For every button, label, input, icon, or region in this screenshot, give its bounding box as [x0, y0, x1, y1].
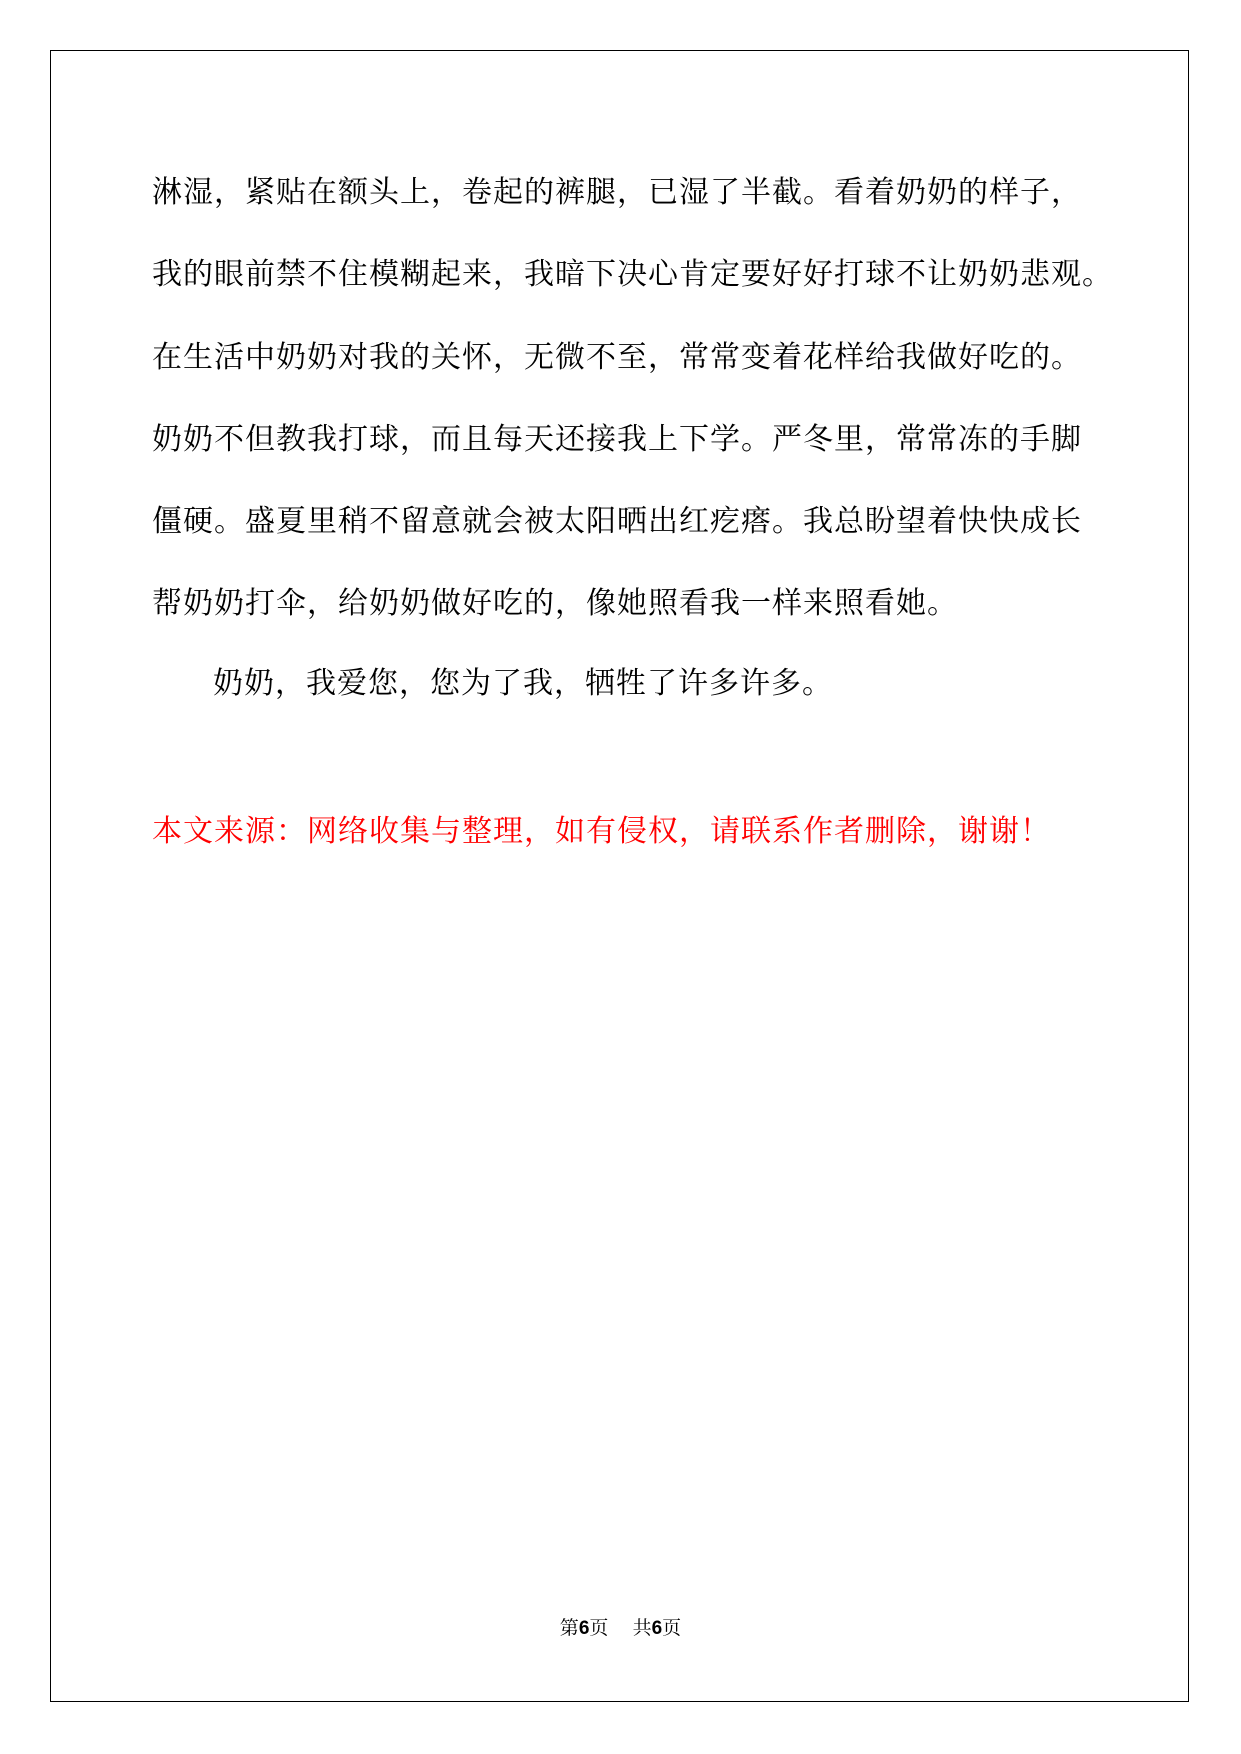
footer-page-suffix: 页	[589, 1617, 609, 1639]
footer-prefix: 第	[559, 1617, 579, 1639]
body-line-6: 帮奶奶打伞，给奶奶做好吃的，像她照看我一样来照看她。	[152, 586, 958, 621]
footer-page-number: 6	[578, 1618, 590, 1639]
body-line-1: 淋湿，紧贴在额头上，卷起的裤腿，已湿了半截。看着奶奶的样子，	[152, 175, 1082, 210]
body-line-2: 我的眼前禁不住模糊起来，我暗下决心肯定要好好打球不让奶奶悲观。	[152, 257, 1113, 292]
page-border	[50, 50, 1189, 1702]
footer-total-pages: 6	[651, 1618, 663, 1639]
source-note: 本文来源：网络收集与整理，如有侵权，请联系作者删除，谢谢！	[152, 814, 1051, 849]
body-line-5: 僵硬。盛夏里稍不留意就会被太阳晒出红疙瘩。我总盼望着快快成长	[152, 504, 1082, 539]
body-line-3: 在生活中奶奶对我的关怀，无微不至，常常变着花样给我做好吃的。	[152, 340, 1082, 375]
closing-paragraph: 奶奶，我爱您，您为了我，牺牲了许多许多。	[213, 666, 833, 701]
footer-total-suffix: 页	[662, 1617, 682, 1639]
page-footer	[0, 1616, 1241, 1641]
footer-total-prefix: 共	[632, 1617, 652, 1639]
body-line-4: 奶奶不但教我打球，而且每天还接我上下学。严冬里，常常冻的手脚	[152, 422, 1082, 457]
